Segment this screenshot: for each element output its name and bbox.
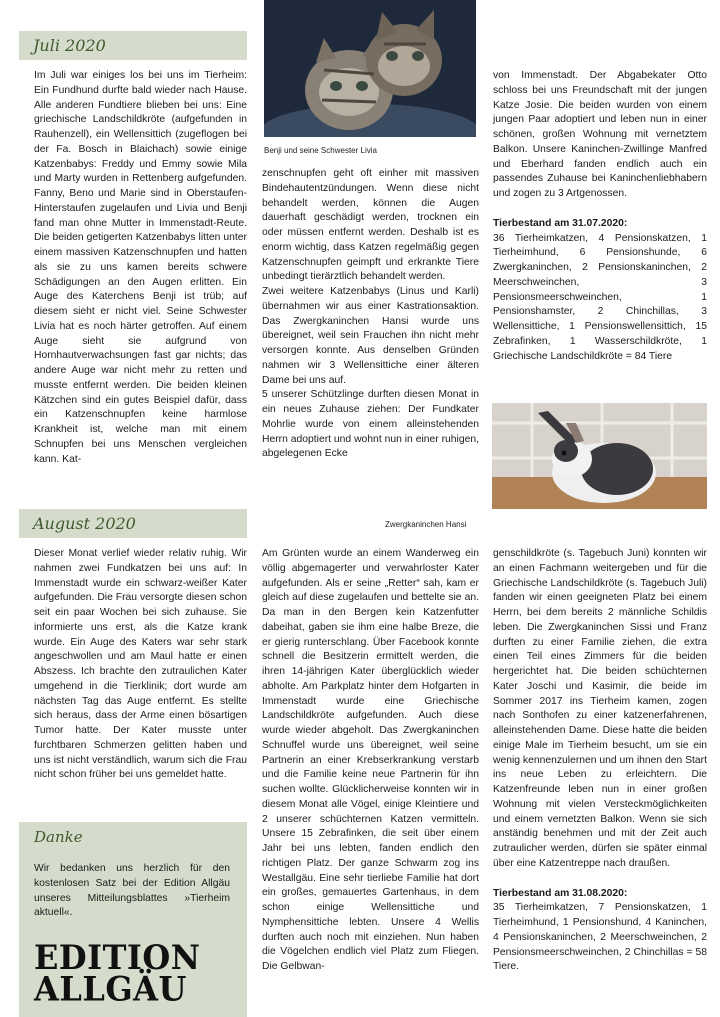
kittens-image xyxy=(264,0,476,137)
rabbit-photo xyxy=(492,403,707,509)
kittens-photo xyxy=(264,0,476,137)
july-stock-text: 36 Tierheimkatzen, 4 Pensionskatzen, 1 Tierheimhund, 6 Pensionshunde, 6 Zwergkaninchen, 2 Pensionskaninchen, 2 Meerschweinchen, 3 Pensionsmeerschweinchen, 1 Pensionshamster, 2 Chinchillas, 3 Wellensittiche, 1 Pensionswellensittich, 15 Zebrafinken, 1 Wasserschildkröte, 1 Griechische Landschildkröte = 84 Tiere xyxy=(493,232,707,362)
edition-allgaeu-logo xyxy=(34,937,201,1009)
july-heading: Juli 2020 xyxy=(19,31,247,60)
kittens-caption: Benji und seine Schwester Livia xyxy=(264,146,377,155)
july-col2-para-2: Zwei weitere Katzenbabys (Linus und Karli) übernahmen wir aus einer Kastrationsaktion. Das Zwergkaninchen Hansi wurde uns übereignet, weil sein Frauchen ihn nicht mehr versorgen konnte. Aus denselben Gründen nahmen wir 3 Wellensittiche einer älteren Dame bei uns auf. xyxy=(262,286,479,386)
rabbit-image xyxy=(492,403,707,509)
logo-line-1: EDITION xyxy=(34,937,201,978)
danke-text: Wir bedanken uns herzlich für den kostenlosen Satz bei der Edition Allgäu unseres Mitteilungsblattes »Tierheim aktuell«. xyxy=(34,863,230,919)
august-col3-text: genschildkröte (s. Tagebuch Juni) konnten wir an einen Fachmann weitergeben und für die Griechische Landschildkröte (s. Tagebuch Juli) fanden wir einen geeigneten Platz bei einem Herrn, bei dem bereits 2 männliche Schildis leben. Die Zwergkaninchen Sissi und Franz durften zu einer Familie ziehen, die extra einen Teil eines Zimmers für die beiden hergerichtet hat. Die beiden schüchternen Kater Joschi und Kasimir, die beide im Sommer 2017 ins Tierheim kamen, zogen nach Sonthofen zu einer katzenerfahrenen, alleinstehenden Dame. Diese hatte die beiden einige Male im Tierheim besucht, um sie ein wenig kennenzulernen und um ihnen den Start ins neue Leben zu erleichtern. Die Katzenfreunde leben nun in einer großen Wohnung mit vielen Versteckmöglichkeiten und einem vernetzten Balkon. Wenn sie sich anständig benehmen und mit der Zeit auch zutraulicher werden, dürfen sie später einmal über eine Katzentreppe nach draußen. xyxy=(493,548,707,869)
july-col3-text: von Immenstadt. Der Abgabekater Otto schloss bei uns Freundschaft mit der jungen Katze Josie. Die beiden wurden von einem jungen Paar adoptiert und leben nun in einer schönen, großen Wohnung mit vernetztem Balkon. Unsere Kaninchen-Zwillinge Manfred und Eberhard fanden endlich auch ein passendes Zuhause bei Kaninchenliebhabern und zogen zu 3 Artgenossen. xyxy=(493,70,707,199)
august-column-3 xyxy=(493,547,707,975)
august-column-2: Am Grünten wurde an einem Wanderweg ein völlig abgemagerter und verwahrloster Kater aufgefunden. Als er seine „Retter“ sah, kam er gleich auf diese zugelaufen und bettelte sie an. Da man in den Bergen kein Katzenfutter dabeihat, gaben sie ihm eine halbe Breze, die er gierig runterschlang. Über Facebook konnte schnell die Besitzerin ermittelt werden, die ihren 14-jährigen Kater überglücklich wieder abholte. Am Parkplatz hinter dem Hofgarten in Immenstadt wurde eine Griechische Landschildkröte aufgefunden. Auch diese wurde wieder abgeholt. Das Zwergkaninchen Schnuffel wurde uns übereignet, weil seine Partnerin an einer Krebserkrankung verstarb und die Familie keine neue Partnerin für ihn suchen wollte. Glücklicherweise konnten wir in diesem Monat alle Vögel, einige Kleintiere und 2 unserer schüchternen Katzen vermitteln. Unsere 15 Zebrafinken, die seit über einem Jahr bei uns lebten, fanden endlich den richtigen Platz. Der ganze Schwarm zog ins Westallgäu. Eine sehr tierliebe Familie hat dort ein großes, gemauertes Gartenhaus, in dem schon einige Wellensittiche und Nymphensittiche lebten. Unsere 4 Wellis durften auch noch mit einziehen. Nun haben die Vögelchen endlich viel Platz zum Fliegen. Die Gelbwan- xyxy=(262,548,479,972)
july-column-2 xyxy=(262,167,479,462)
july-col2-para-1: zenschnupfen geht oft einher mit massiven Bindehautentzündungen. Wenn diese nicht behandelt werden, können die Augen dauerhaft geschädigt werden, trocknen ein oder müssen entfernt werden. Deshalb ist es enorm wichtig, dass Katzen regelmäßig gegen Katzenschnupfen geimpft und erkrankte Tiere unbedingt tierärztlich behandelt werden. xyxy=(262,168,479,283)
rabbit-caption: Zwergkaninchen Hansi xyxy=(385,520,467,529)
july-column-1: Im Juli war einiges los bei uns im Tierheim: Ein Fundhund durfte bald wieder nach Hause. Alle anderen Fundtiere blieben bei uns: Eine griechische Landschildkröte (aufgefunden in Rauhenzell), ein Wellensittich (zugeflogen bei der Fa. Bosch in Blaichach) sowie einige Katzenbabys: Freddy und Emmy sowie Mila und Marty wurden in Rettenberg aufgefunden. Fanny, Beno und Marie sind in Oberstaufen-Hinterstaufen zugelaufen und Livia und Benji fand man ohne Mutter in Immenstadt-Reute. Die beiden getigerten Katzenbabys litten unter einem massiven Katzenschnupfen und hatten als sie zu uns kamen bereits schwere Schädigungen an den Augen erlitten. Ein Auge des Katerchens Benji ist trüb; auf diesem sieht er nicht viel. Seine Schwester Livia hat es noch härter getroffen. Auf einem Auge sieht sie aufgrund von Hornhautverwachsungen fast gar nichts; das andere Auge war nicht mehr zu retten und musste entfernt werden. Die beiden kleinen Kätzchen sind ein gutes Beispiel dafür, dass ein Katzenschnupfen keine harmlose Krankheit ist, welche man mit einem Schnupfen bei uns Menschen vergleichen kann. Kat- xyxy=(34,70,247,465)
august-heading: August 2020 xyxy=(19,509,247,538)
august-stock-text: 35 Tierheimkatzen, 7 Pensionskatzen, 1 Tierheimhund, 1 Pensionshund, 4 Kaninchen, 4 Pensionskaninchen, 2 Meerschweinchen, 2 Pensionsmeerschweinchen, 2 Chinchillas = 58 Tiere. xyxy=(493,902,707,973)
danke-heading: Danke xyxy=(34,828,83,846)
august-stock-title: Tierbestand am 31.08.2020: xyxy=(493,887,628,899)
july-stock-title: Tierbestand am 31.07.2020: xyxy=(493,217,628,229)
july-column-3 xyxy=(493,69,707,364)
august-column-1: Dieser Monat verlief wieder relativ ruhig. Wir nahmen zwei Fundkatzen bei uns auf: In Immenstadt wurde ein schwarz-weißer Kater aufgefunden. Die Frau versorgte diesen schon seit ein paar Wochen bei sich zuhause. Sie informierte uns erst, als die Katze krank wurde. Ein Auge des Katers war sehr stark angeschwollen und am Maul hatte er einen Abszess. Ich brachte den zutraulichen Kater umgehend in die Tierklinik; dort wurde am nächsten Tag das Auge entfernt. Es stellte sich heraus, dass der Arme einen bösartigen Tumor hatte. Der Kater musste unter furchtbaren Schmerzen gelitten haben und uns ist nicht verständlich, warum sich die Frau nicht schon früher bei uns gemeldet hatte. xyxy=(34,548,247,781)
july-col2-para-3: 5 unserer Schützlinge durften diesen Monat in ein neues Zuhause ziehen: Der Fundkater Mohrlie wurde von einem alleinstehenden Herrn adoptiert und wohnt nun in einer ruhigen, abgelegenen Ecke xyxy=(262,389,479,460)
logo-line-2: ALLGÄU xyxy=(34,968,187,1009)
